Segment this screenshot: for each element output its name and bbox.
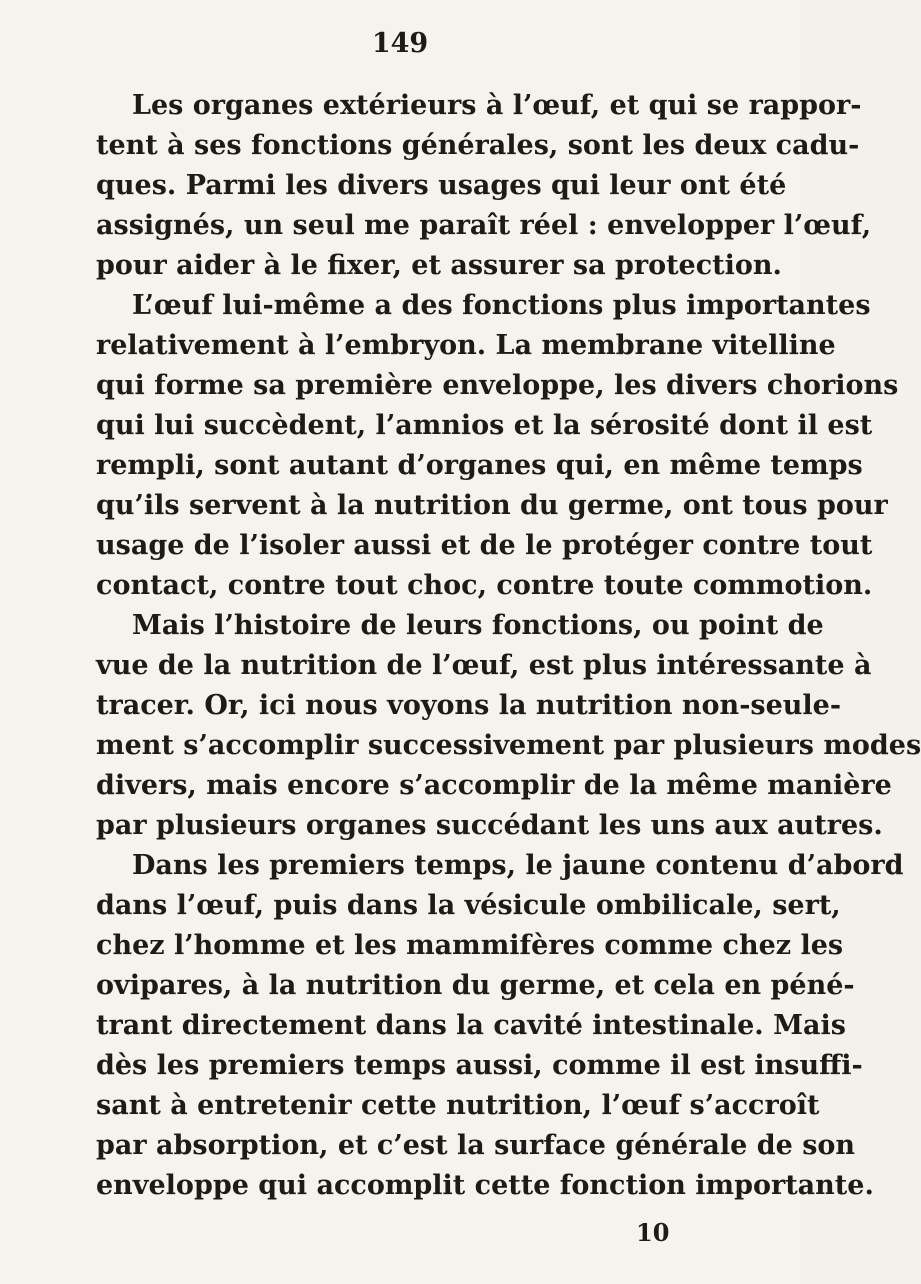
signature-mark: 10 — [636, 1218, 670, 1247]
text-line: dès les premiers temps aussi, comme il est insuffi- — [96, 1050, 863, 1081]
paragraph-4 — [96, 846, 904, 1206]
page-number: 149 — [371, 28, 429, 59]
text-line: enveloppe qui accomplit cette fonction importante. — [96, 1170, 874, 1201]
text-line: dans l’œuf, puis dans la vésicule ombilicale, sert, — [96, 890, 841, 921]
text-line: divers, mais encore s’accomplir de la même manière — [96, 770, 892, 801]
paragraph-3 — [96, 606, 921, 846]
text-line: Dans les premiers temps, le jaune contenu d’abord — [132, 850, 904, 881]
text-line: vue de la nutrition de l’œuf, est plus intéressante à — [96, 650, 872, 681]
body-text — [96, 86, 921, 1206]
paragraph-1 — [96, 86, 872, 286]
text-line: ques. Parmi les divers usages qui leur ont été — [96, 170, 787, 201]
text-line: ment s’accomplir successivement par plusieurs modes — [96, 730, 921, 761]
text-line: L’œuf lui-même a des fonctions plus importantes — [132, 290, 871, 321]
text-line: tracer. Or, ici nous voyons la nutrition non-seule- — [96, 690, 842, 721]
text-line: tent à ses fonctions générales, sont les deux cadu- — [96, 130, 860, 161]
text-line: Mais l’histoire de leurs fonctions, ou point de — [132, 610, 824, 641]
text-line: rempli, sont autant d’organes qui, en même temps — [96, 450, 863, 481]
paragraph-2 — [96, 286, 899, 606]
text-line: chez l’homme et les mammifères comme chez les — [96, 930, 844, 961]
text-line: Les organes extérieurs à l’œuf, et qui se rappor- — [132, 90, 862, 121]
text-line: assignés, un seul me paraît réel : envelopper l’œuf, — [96, 210, 872, 241]
text-line: usage de l’isoler aussi et de le protéger contre tout — [96, 530, 873, 561]
text-line: relativement à l’embryon. La membrane vitelline — [96, 330, 836, 361]
text-line: trant directement dans la cavité intestinale. Mais — [96, 1010, 846, 1041]
text-line: sant à entretenir cette nutrition, l’œuf s’accroît — [96, 1090, 820, 1121]
text-line: pour aider à le fixer, et assurer sa protection. — [96, 250, 782, 281]
text-line: par absorption, et c’est la surface générale de son — [96, 1130, 856, 1161]
text-line: qu’ils servent à la nutrition du germe, ont tous pour — [96, 490, 888, 521]
text-line: par plusieurs organes succédant les uns aux autres. — [96, 810, 883, 841]
text-line: qui forme sa première enveloppe, les divers chorions — [96, 370, 899, 401]
text-line: contact, contre tout choc, contre toute commotion. — [96, 570, 873, 601]
text-line: qui lui succèdent, l’amnios et la sérosité dont il est — [96, 410, 873, 441]
text-line: ovipares, à la nutrition du germe, et cela en péné- — [96, 970, 855, 1001]
